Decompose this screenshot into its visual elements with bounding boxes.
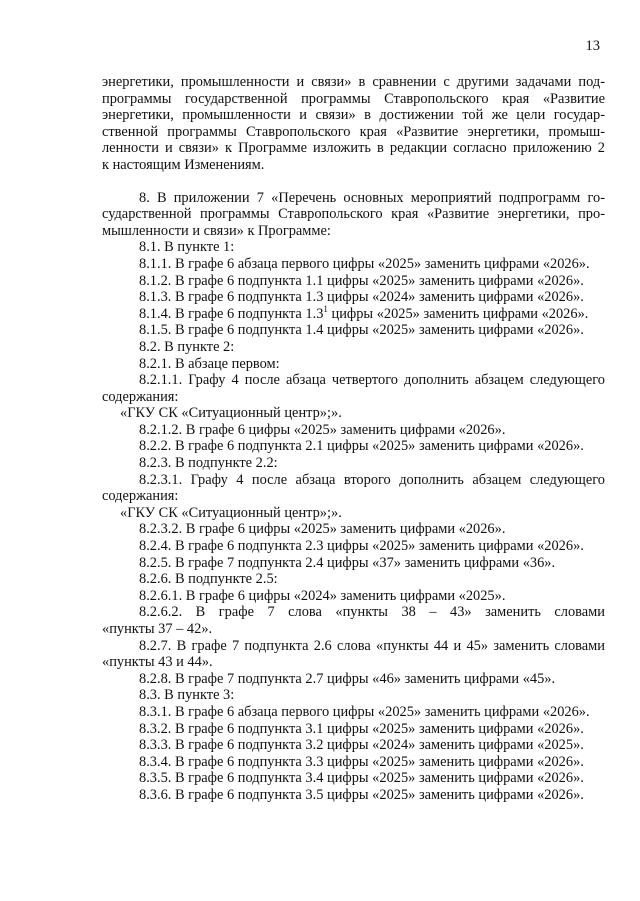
item-8-1-4-text-b: цифры «2025» заменить цифрами «2026». xyxy=(327,305,589,322)
item-8-1-1: 8.1.1. В графе 6 абзаца первого цифры «2025» заменить цифрами «2026». xyxy=(139,255,590,272)
item-8-2-2: 8.2.2. В графе 6 подпункта 2.1 цифры «2025» заменить цифрами «2026». xyxy=(139,438,584,455)
item-8-2-7-line-1: 8.2.7. В графе 7 подпункта 2.6 слова «пункты 44 и 45» заменить словами xyxy=(139,637,605,654)
intro-line-3: энергетики, промышленности и связи» в достижении той же цели государ- xyxy=(102,107,605,124)
item-8-1-3: 8.1.3. В графе 6 подпункта 1.3 цифры «2024» заменить цифрами «2026». xyxy=(139,289,584,306)
section8-line-1: 8. В приложении 7 «Перечень основных мероприятий подпрограмм го- xyxy=(139,189,605,206)
item-8-3-6: 8.3.6. В графе 6 подпункта 3.5 цифры «2025» заменить цифрами «2026». xyxy=(139,786,584,803)
item-8-2-3: 8.2.3. В подпункте 2.2: xyxy=(139,455,278,472)
item-8-2-1-1-quote: «ГКУ СК «Ситуационный центр»;». xyxy=(120,405,342,422)
item-8-1-2: 8.1.2. В графе 6 подпункта 1.1 цифры «2025» заменить цифрами «2026». xyxy=(139,272,584,289)
item-8-1-4 xyxy=(102,303,605,323)
item-8-2-6-2-line-2: «пункты 37 – 42». xyxy=(102,621,213,637)
item-8-2-7-line-2: «пункты 43 и 44». xyxy=(102,654,213,671)
item-8-2: 8.2. В пункте 2: xyxy=(139,338,235,355)
item-8-2-6: 8.2.6. В подпункте 2.5: xyxy=(139,571,278,588)
intro-line-1: энергетики, промышленности и связи» в сравнении с другими задачами под- xyxy=(102,74,605,90)
item-8-3-1: 8.3.1. В графе 6 абзаца первого цифры «2025» заменить цифрами «2026». xyxy=(139,703,590,720)
item-8-3-5: 8.3.5. В графе 6 подпункта 3.4 цифры «2025» заменить цифрами «2026». xyxy=(139,770,584,787)
item-8-1-4-superscript: 1 xyxy=(323,303,328,314)
item-8-2-8: 8.2.8. В графе 7 подпункта 2.7 цифры «46» заменить цифрами «45». xyxy=(139,670,556,687)
item-8-2-3-1-line-1: 8.2.3.1. Графу 4 после абзаца второго дополнить абзацем следующего xyxy=(139,471,605,488)
section8-line-3: мышленности и связи» к Программе: xyxy=(102,222,331,239)
item-8-1: 8.1. В пункте 1: xyxy=(139,239,235,256)
item-8-2-3-1-line-2: содержания: xyxy=(102,488,179,505)
intro-line-2: программы государственной программы Ставропольского края «Развитие xyxy=(102,90,605,107)
item-8-2-1-1-line-1: 8.2.1.1. Графу 4 после абзаца четвертого дополнить абзацем следующего xyxy=(139,372,605,389)
intro-line-4: ственной программы Ставропольского края «Развитие энергетики, промыш- xyxy=(102,123,605,140)
item-8-2-1: 8.2.1. В абзаце первом: xyxy=(139,355,280,372)
item-8-2-1-2: 8.2.1.2. В графе 6 цифры «2025» заменить цифрами «2026». xyxy=(139,421,506,438)
item-8-2-5: 8.2.5. В графе 7 подпункта 2.4 цифры «37» заменить цифрами «36». xyxy=(139,554,556,571)
item-8-1-5: 8.1.5. В графе 6 подпункта 1.4 цифры «2025» заменить цифрами «2026». xyxy=(139,322,584,339)
page-number: 13 xyxy=(585,38,600,54)
item-8-3-4: 8.3.4. В графе 6 подпункта 3.3 цифры «2025» заменить цифрами «2026». xyxy=(139,753,584,770)
intro-line-6: к настоящим Изменениям. xyxy=(102,156,265,173)
item-8-1-4-text-a: 8.1.4. В графе 6 подпункта 1.3 xyxy=(139,305,324,322)
item-8-2-3-2: 8.2.3.2. В графе 6 цифры «2025» заменить цифрами «2026». xyxy=(139,521,506,538)
item-8-3-2: 8.3.2. В графе 6 подпункта 3.1 цифры «2025» заменить цифрами «2026». xyxy=(139,720,584,737)
item-8-3: 8.3. В пункте 3: xyxy=(139,687,235,704)
item-8-2-3-1-quote: «ГКУ СК «Ситуационный центр»;». xyxy=(120,504,342,521)
item-8-2-4: 8.2.4. В графе 6 подпункта 2.3 цифры «2025» заменить цифрами «2026». xyxy=(139,538,584,555)
section8-line-2: сударственной программы Ставропольского края «Развитие энергетики, про- xyxy=(102,206,605,223)
item-8-2-6-2-line-1: 8.2.6.2. В графе 7 слова «пункты 38 – 43» заменить словами xyxy=(139,604,605,621)
intro-line-5: ленности и связи» к Программе изложить в редакции согласно приложению 2 xyxy=(102,140,605,157)
item-8-2-6-1: 8.2.6.1. В графе 6 цифры «2024» заменить цифрами «2025». xyxy=(139,587,506,604)
item-8-2-1-1-line-2: содержания: xyxy=(102,388,179,405)
document-body xyxy=(102,74,605,804)
item-8-3-3: 8.3.3. В графе 6 подпункта 3.2 цифры «2024» заменить цифрами «2025». xyxy=(139,737,584,754)
